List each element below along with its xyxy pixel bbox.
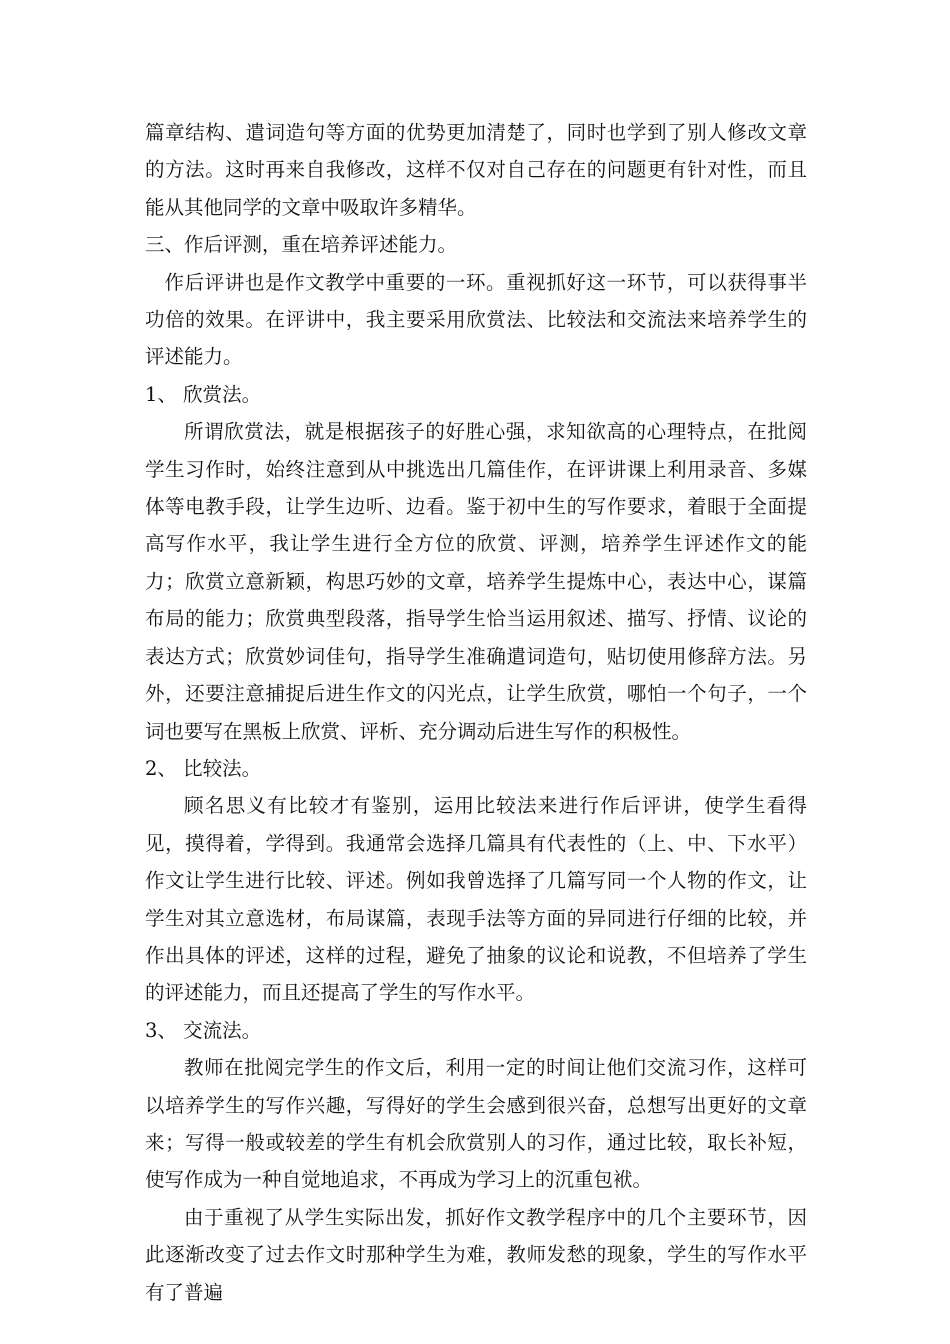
subheading-exchange: 3、 交流法。 — [145, 1018, 262, 1042]
paragraph-conclusion: 由于重视了从学生实际出发，抓好作文教学程序中的几个主要环节，因此逐渐改变了过去作文时那种学生为难，教师发愁的现象，学生的写作水平有了普遍 — [145, 1205, 807, 1304]
paragraph-appreciation: 所谓欣赏法，就是根据孩子的好胜心强，求知欲高的心理特点，在批阅学生习作时，始终注意到从中挑选出几篇佳作，在评讲课上利用录音、多媒体等电教手段，让学生边听、边看。鉴于初中生的写作要求，着眼于全面提高写作水平，我让学生进行全方位的欣赏、评测，培养学生评述作文的能力；欣赏立意新颖，构思巧妙的文章，培养学生提炼中心，表达中心，谋篇布局的能力；欣赏典型段落，指导学生恰当运用叙述、描写、抒情、议论的表达方式；欣赏妙词佳句，指导学生准确遣词造句，贴切使用修辞方法。另外，还要注意捕捉后进生作文的闪光点，让学生欣赏，哪怕一个句子，一个词也要写在黑板上欣赏、评析、充分调动后进生写作的积极性。 — [145, 420, 807, 743]
paragraph-exchange: 教师在批阅完学生的作文后，利用一定的时间让他们交流习作，这样可以培养学生的写作兴趣，写得好的学生会感到很兴奋，总想写出更好的文章来；写得一般或较差的学生有机会欣赏别人的习作，通过比较，取长补短，使写作成为一种自觉地追求，不再成为学习上的沉重包袱。 — [145, 1056, 807, 1192]
document-page — [145, 114, 807, 1311]
paragraph-evaluation-intro: 作后评讲也是作文教学中重要的一环。重视抓好这一环节，可以获得事半功倍的效果。在评讲中，我主要采用欣赏法、比较法和交流法来培养学生的评述能力。 — [145, 270, 807, 369]
paragraph-revision-benefits: 篇章结构、遣词造句等方面的优势更加清楚了，同时也学到了别人修改文章的方法。这时再来自我修改，这样不仅对自己存在的问题更有针对性，而且能从其他同学的文章中吸取许多精华。 — [145, 121, 807, 219]
paragraph-comparison: 顾名思义有比较才有鉴别，运用比较法来进行作后评讲，使学生看得见，摸得着，学得到。我通常会选择几篇具有代表性的（上、中、下水平）作文让学生进行比较、评述。例如我曾选择了几篇写同一个人物的作文，让学生对其立意选材，布局谋篇，表现手法等方面的异同进行仔细的比较，并作出具体的评述，这样的过程，避免了抽象的议论和说教，不但培养了学生的评述能力，而且还提高了学生的写作水平。 — [145, 794, 807, 1005]
subheading-comparison: 2、 比较法。 — [145, 756, 262, 780]
section-heading-3: 三、作后评测，重在培养评述能力。 — [145, 233, 458, 257]
subheading-appreciation: 1、 欣赏法。 — [145, 382, 262, 406]
